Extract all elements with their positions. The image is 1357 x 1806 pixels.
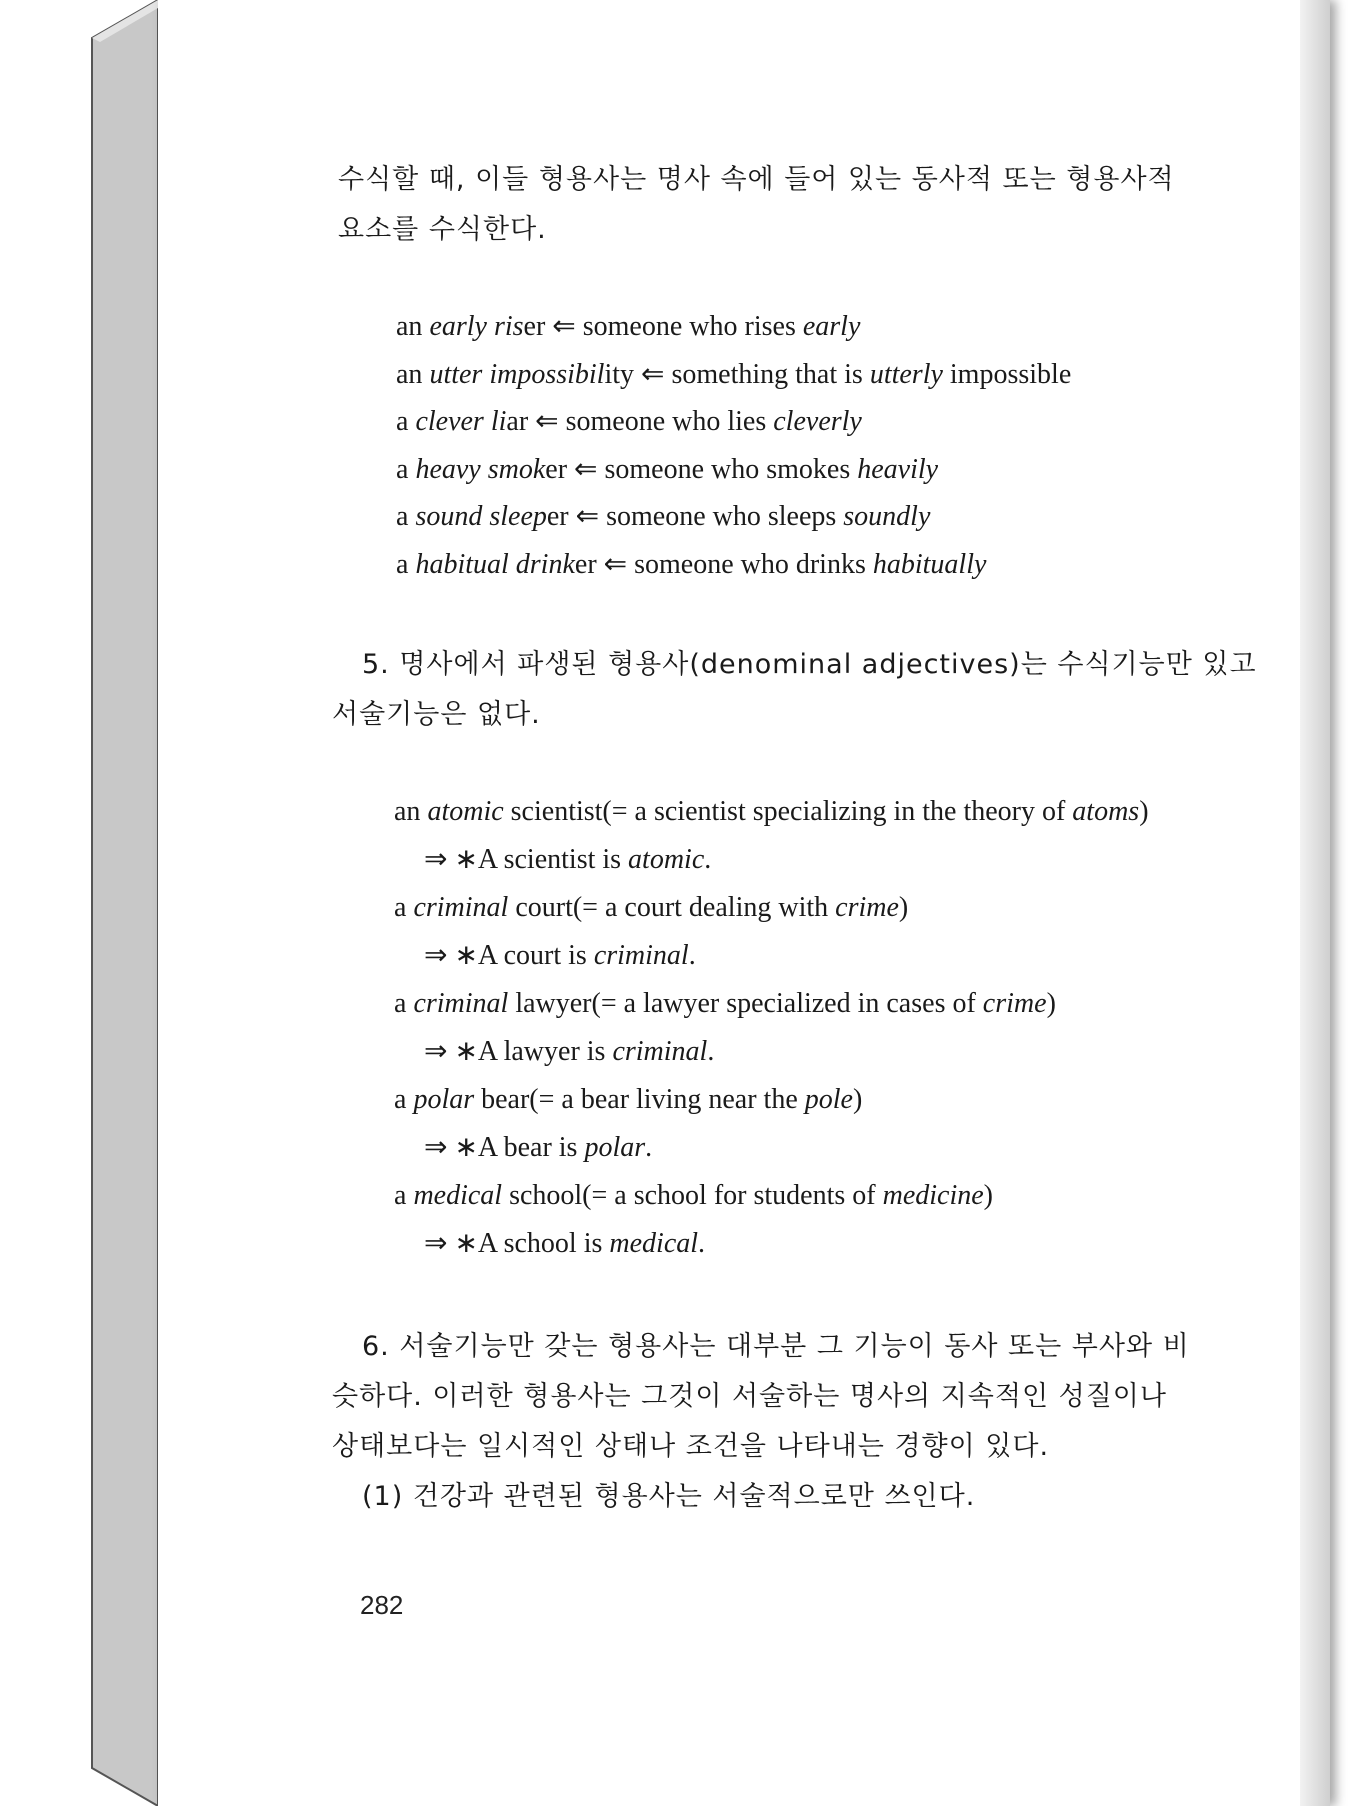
- page-edge-shade: [1300, 0, 1330, 1806]
- example-line: a medical school(= a school for students of medicine): [394, 1180, 993, 1211]
- implication-line: ⇒ ∗A court is criminal.: [424, 940, 696, 971]
- example-line: a habitual drinker ⇐ someone who drinks habitually: [396, 548, 987, 580]
- example-line: a polar bear(= a bear living near the pole): [394, 1084, 863, 1115]
- example-line: an utter impossibility ⇐ something that is utterly impossible: [396, 358, 1072, 390]
- section-6-line-2: 슷하다. 이러한 형용사는 그것이 서술하는 명사의 지속적인 성질이나: [332, 1381, 1167, 1412]
- intro-line-1: 수식할 때, 이들 형용사는 명사 속에 들어 있는 동사적 또는 형용사적: [338, 164, 1175, 195]
- implication-line: ⇒ ∗A school is medical.: [424, 1228, 706, 1259]
- implication-line: ⇒ ∗A lawyer is criminal.: [424, 1036, 715, 1067]
- example-line: a heavy smoker ⇐ someone who smokes heavily: [396, 453, 939, 485]
- example-list-denominal: [394, 788, 1149, 1268]
- example-list-deverbal: [396, 303, 1071, 588]
- section-5-line-2: 서술기능은 없다.: [332, 699, 541, 730]
- example-line: an early riser ⇐ someone who rises early: [396, 311, 861, 342]
- section-6-line-4: (1) 건강과 관련된 형용사는 서술적으로만 쓰인다.: [362, 1481, 976, 1512]
- example-line: a criminal court(= a court dealing with crime): [394, 892, 909, 923]
- page-number: 282: [360, 1590, 404, 1620]
- example-line: a criminal lawyer(= a lawyer specialized in cases of crime): [394, 988, 1056, 1019]
- section-6-line-1: 6. 서술기능만 갖는 형용사는 대부분 그 기능이 동사 또는 부사와 비: [362, 1331, 1190, 1362]
- example-line: a sound sleeper ⇐ someone who sleeps soundly: [396, 501, 931, 532]
- intro-line-2: 요소를 수식한다.: [338, 214, 547, 245]
- example-line: a clever liar ⇐ someone who lies cleverly: [396, 406, 862, 437]
- implication-line: ⇒ ∗A bear is polar.: [424, 1132, 653, 1163]
- section-6-line-3: 상태보다는 일시적인 상태나 조건을 나타내는 경향이 있다.: [332, 1431, 1050, 1462]
- implication-line: ⇒ ∗A scientist is atomic.: [424, 844, 712, 875]
- section-5-line-1: 5. 명사에서 파생된 형용사(denominal adjectives)는 수식기능만 있고: [362, 649, 1257, 680]
- example-line: an atomic scientist(= a scientist specializing in the theory of atoms): [394, 796, 1149, 827]
